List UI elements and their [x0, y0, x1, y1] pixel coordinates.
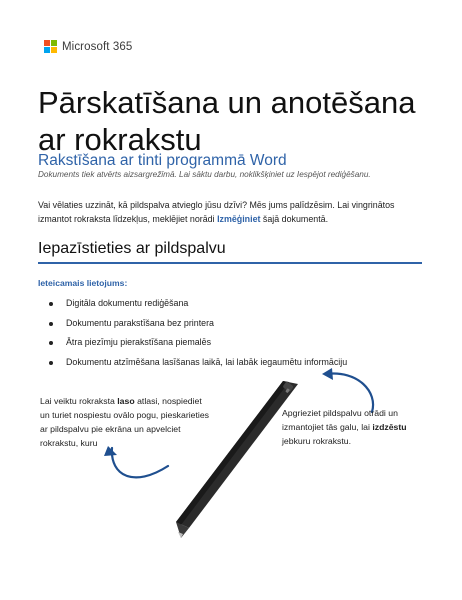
intro-paragraph	[38, 198, 424, 226]
pen-illustration	[0, 360, 462, 540]
recommended-use-label: Ieteicamais lietojums:	[38, 278, 128, 288]
section-divider	[38, 262, 422, 264]
try-it-highlight: Izmēģiniet	[217, 214, 261, 224]
intro-text-after: šajā dokumentā.	[260, 214, 329, 224]
lasso-text-before: Lai veiktu rokraksta	[40, 396, 118, 406]
erase-text-before: Apgrieziet pildspalvu otrādi un izmantojiet tās galu, lai	[282, 408, 398, 432]
curved-arrow-icon	[112, 448, 168, 477]
brand-name: Microsoft 365	[62, 40, 133, 53]
list-item: Digitāla dokumentu rediģēšana	[48, 294, 347, 314]
lasso-instructions	[40, 394, 210, 450]
erase-text-after: jebkuru rokrakstu.	[282, 436, 352, 446]
page-title: Pārskatīšana un anotēšana ar rokrakstu	[38, 85, 416, 157]
list-item: Dokumentu atzīmēšana lasīšanas laikā, lai labāk iegaumētu informāciju	[48, 353, 347, 373]
protected-mode-note: Dokuments tiek atvērts aizsargrežīmā. Lai sāktu darbu, noklikšķiniet uz Iespējot rediģēšanu.	[38, 170, 371, 179]
arrow-head-icon	[322, 368, 333, 380]
list-item: Dokumentu parakstīšana bez printera	[48, 314, 347, 334]
erase-instructions	[282, 406, 432, 448]
section-heading: Iepazīstieties ar pildspalvu	[38, 240, 226, 257]
microsoft-logo-icon	[44, 40, 57, 53]
microsoft-365-logo	[44, 40, 132, 53]
list-item: Ātra piezīmju pierakstīšana piemalēs	[48, 333, 347, 353]
lasso-text-after: atlasi, nospiediet un turiet nospiestu ovālo pogu, pieskarieties ar pildspalvu pie ekrāna un apvelciet rokrakstu, kuru	[40, 396, 210, 448]
intro-text-before: Vai vēlaties uzzināt, kā pildspalva atvieglo jūsu dzīvi? Mēs jums palīdzēsim. Lai vingrinātos izmantot rokraksta līdzekļus, meklējiet norādi	[38, 200, 395, 224]
page-subtitle: Rakstīšana ar tinti programmā Word	[38, 152, 287, 169]
lasso-bold: laso	[117, 396, 135, 406]
erase-bold: izdzēstu	[372, 422, 407, 432]
